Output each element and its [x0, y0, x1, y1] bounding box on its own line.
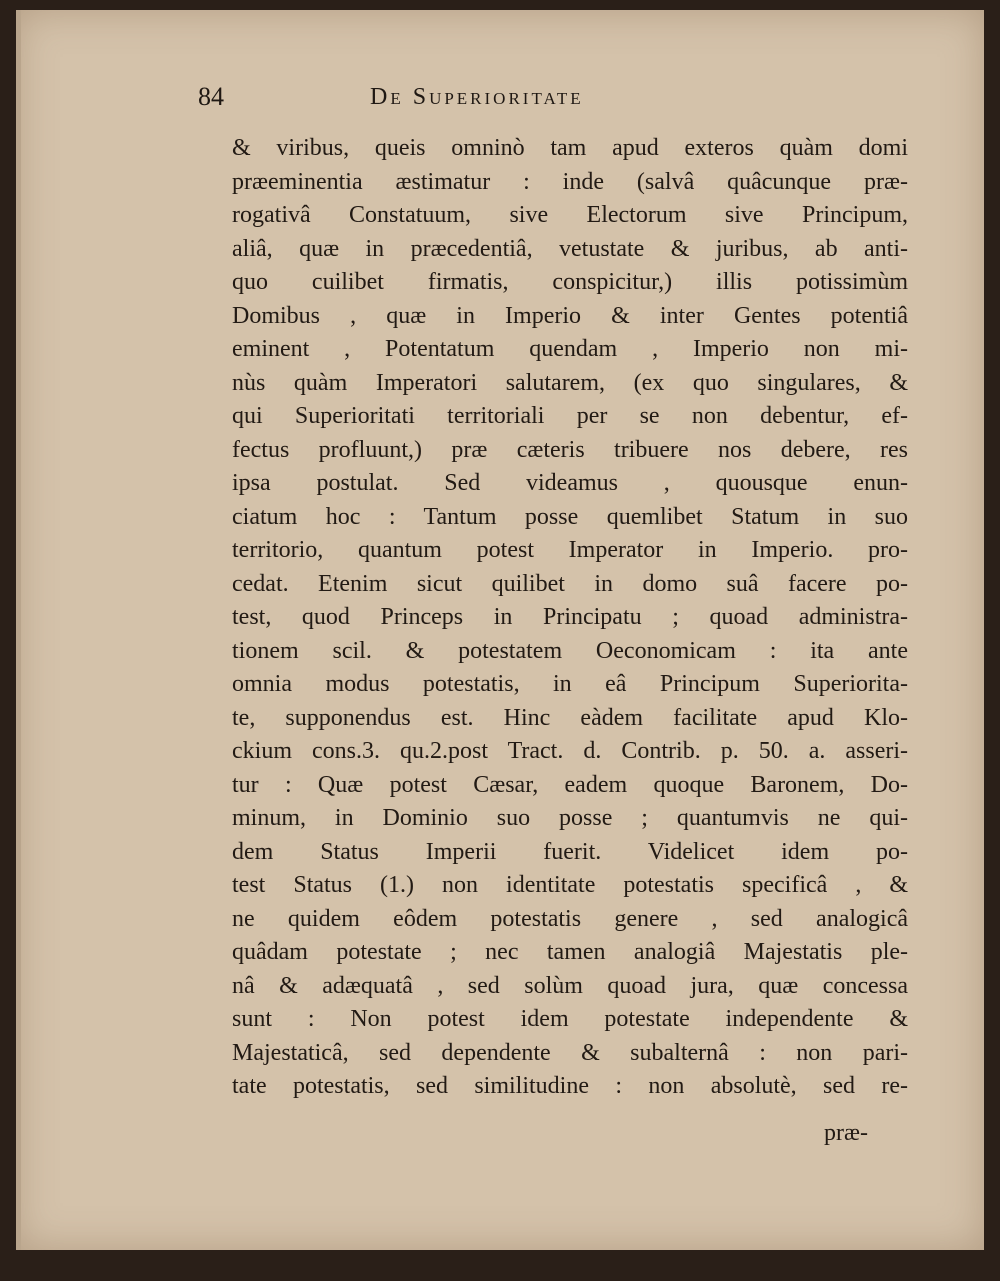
text-line: qui Superioritati territoriali per se non debentur, ef-	[232, 403, 908, 429]
text-line: ckium cons.3. qu.2.post Tract. d. Contrib. p. 50. a. asseri-	[232, 738, 908, 764]
text-line: dem Status Imperii fuerit. Videlicet idem po-	[232, 838, 908, 865]
text-line: omnia modus potestatis, in eâ Principum Superiorita-	[232, 671, 908, 697]
text-line: territorio, quantum potest Imperator in Imperio. pro-	[232, 537, 908, 563]
running-head	[16, 82, 984, 122]
text-line: rogativâ Constatuum, sive Electorum sive Principum,	[232, 202, 908, 228]
catchword: præ-	[824, 1120, 868, 1146]
running-title: De Superioritate	[370, 84, 584, 110]
text-line: test Status (1.) non identitate potestatis specificâ , &	[232, 872, 908, 898]
text-line: aliâ, quæ in præcedentiâ, vetustate & juribus, ab anti-	[232, 235, 908, 262]
text-line: ciatum hoc : Tantum posse quemlibet Statum in suo	[232, 503, 908, 530]
text-line: eminent , Potentatum quendam , Imperio non mi-	[232, 336, 908, 362]
text-line: quo cuilibet firmatis, conspicitur,) illis potissimùm	[232, 269, 908, 295]
text-line: ne quidem eôdem potestatis genere , sed analogicâ	[232, 905, 908, 932]
page-number: 84	[198, 82, 224, 111]
text-line: præeminentia æstimatur : inde (salvâ quâcunque præ-	[232, 168, 908, 195]
text-line: test, quod Princeps in Principatu ; quoad administra-	[232, 604, 908, 630]
body-text	[232, 132, 908, 1104]
text-line: quâdam potestate ; nec tamen analogiâ Majestatis ple-	[232, 939, 908, 965]
text-line: cedat. Etenim sicut quilibet in domo suâ facere po-	[232, 570, 908, 597]
text-line: tur : Quæ potest Cæsar, eadem quoque Baronem, Do-	[232, 771, 908, 798]
text-line: minum, in Dominio suo posse ; quantumvis ne qui-	[232, 805, 908, 831]
text-line: te, supponendus est. Hinc eàdem facilitate apud Klo-	[232, 704, 908, 731]
text-line: Majestaticâ, sed dependente & subalternâ : non pari-	[232, 1039, 908, 1066]
book-page	[16, 10, 984, 1250]
text-line: Domibus , quæ in Imperio & inter Gentes potentiâ	[232, 302, 908, 329]
text-line: tionem scil. & potestatem Oeconomicam : ita ante	[232, 637, 908, 664]
text-line: nùs quàm Imperatori salutarem, (ex quo singulares, &	[232, 369, 908, 396]
text-line: & viribus, queis omninò tam apud exteros quàm domi	[232, 135, 908, 161]
text-line: nâ & adæquatâ , sed solùm quoad jura, quæ concessa	[232, 972, 908, 999]
page-edge	[16, 10, 21, 1250]
text-line: fectus profluunt,) præ cæteris tribuere nos debere, res	[232, 436, 908, 463]
text-line: tate potestatis, sed similitudine : non absolutè, sed re-	[232, 1073, 908, 1099]
text-line: sunt : Non potest idem potestate independente &	[232, 1006, 908, 1032]
text-line: ipsa postulat. Sed videamus , quousque enun-	[232, 470, 908, 496]
